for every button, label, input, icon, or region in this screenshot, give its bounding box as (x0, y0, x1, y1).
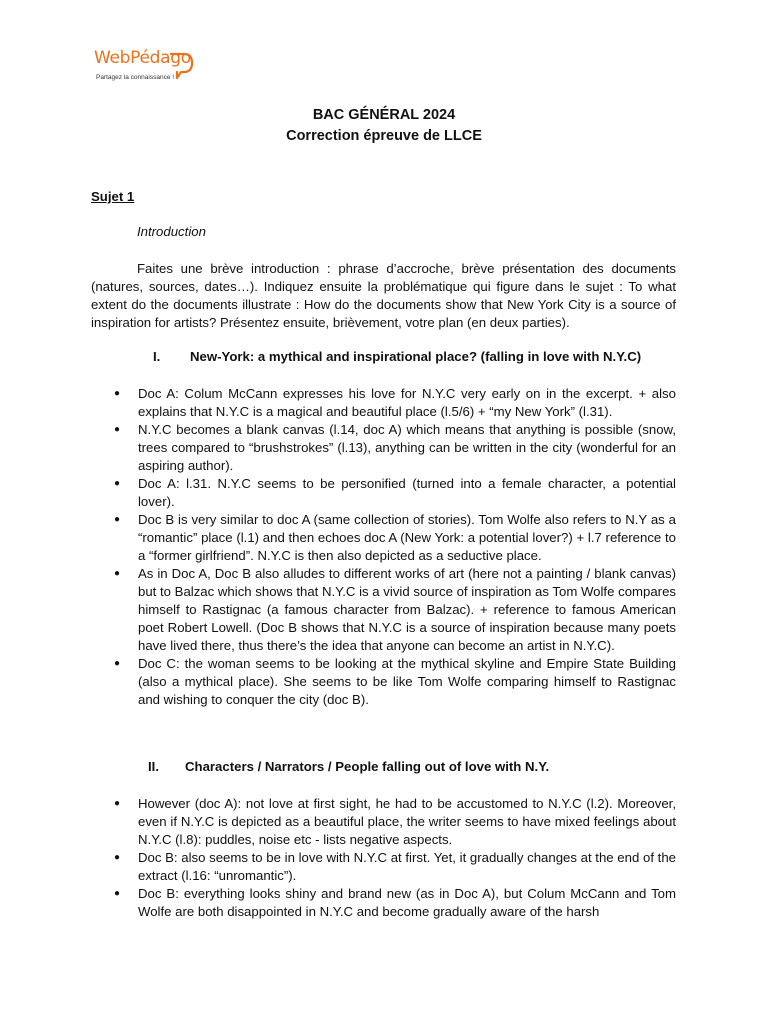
list-item: ● As in Doc A, Doc B also alludes to different works of art (here not a painting / blank canvas) but to Balzac which shows that N.Y.C is a vivid source of inspiration as Tom Wolfe compares himself to Rastignac (a famous character from Balzac). + reference to famous American poet Robert Lowell. (Doc B shows that N.Y.C is a source of inspiration because many poets have lived there, thus there’s the idea that anyone can become an artist in N.Y.C). (138, 565, 676, 655)
webpedago-logo (94, 48, 204, 88)
section-2-bullet-list (138, 795, 676, 921)
section-title: Characters / Narrators / People falling out of love with N.Y. (185, 759, 550, 774)
list-item: ● Doc B: everything looks shiny and brand new (as in Doc A), but Colum McCann and Tom Wolfe are both disappointed in N.Y.C and become gradually aware of the harsh (138, 885, 676, 921)
section-1-bullet-list (138, 385, 676, 709)
page-title: BAC GÉNÉRAL 2024 (312, 107, 456, 123)
list-item: ● Doc B: also seems to be in love with N.Y.C at first. Yet, it gradually changes at the end of the extract (l.16: “unromantic”). (138, 849, 676, 885)
list-item: ● N.Y.C becomes a blank canvas (l.14, doc A) which means that anything is possible (snow, trees compared to “brushstrokes” (l.13), anything can be written in the city (wonderful for an aspiring author). (138, 421, 676, 475)
list-item: ● Doc A: Colum McCann expresses his love for N.Y.C very early on in the excerpt. + also explains that N.Y.C is a magical and beautiful place (l.5/6) + “my New York” (l.31). (138, 385, 676, 421)
list-item: ● However (doc A): not love at first sight, he had to be accustomed to N.Y.C (l.2). Moreover, even if N.Y.C is depicted as a beautiful place, the writer seems to have mixed feelings about N.Y.C (l.8): puddles, noise etc - lists negative aspects. (138, 795, 676, 849)
section-number: I. (153, 349, 161, 364)
introduction-heading: Introduction (137, 224, 206, 239)
section-number: II. (148, 759, 159, 774)
list-item: ● Doc C: the woman seems to be looking at the mythical skyline and Empire State Building (also a mythical place). She seems to be like Tom Wolfe comparing himself to Rastignac and wishing to conquer the city (doc B). (138, 655, 676, 709)
list-item: ● Doc A: l.31. N.Y.C seems to be personified (turned into a female character, a potential lover). (138, 475, 676, 511)
logo-name: WebPédago (94, 48, 191, 68)
introduction-paragraph: Faites une brève introduction : phrase d’accroche, brève présentation des documents (natures, sources, dates…). Indiquez ensuite la problématique qui figure dans le sujet : To what extent do the documents illustrate : How do the documents show that New York City is a source of inspiration for artists? Présentez ensuite, brièvement, votre plan (en deux parties). (91, 261, 676, 330)
page-subtitle: Correction épreuve de LLCE (286, 128, 482, 144)
logo-tagline: Partagez la connaissance ! (96, 74, 175, 81)
subject-heading: Sujet 1 (91, 189, 135, 204)
section-title: New-York: a mythical and inspirational place? (falling in love with N.Y.C) (190, 349, 642, 364)
list-item: ● Doc B is very similar to doc A (same collection of stories). Tom Wolfe also refers to N.Y as a “romantic” place (l.1) and then echoes doc A (New York: a potential lover?) + l.7 reference to a “former girlfriend”. N.Y.C is then also depicted as a seductive place. (138, 511, 676, 565)
